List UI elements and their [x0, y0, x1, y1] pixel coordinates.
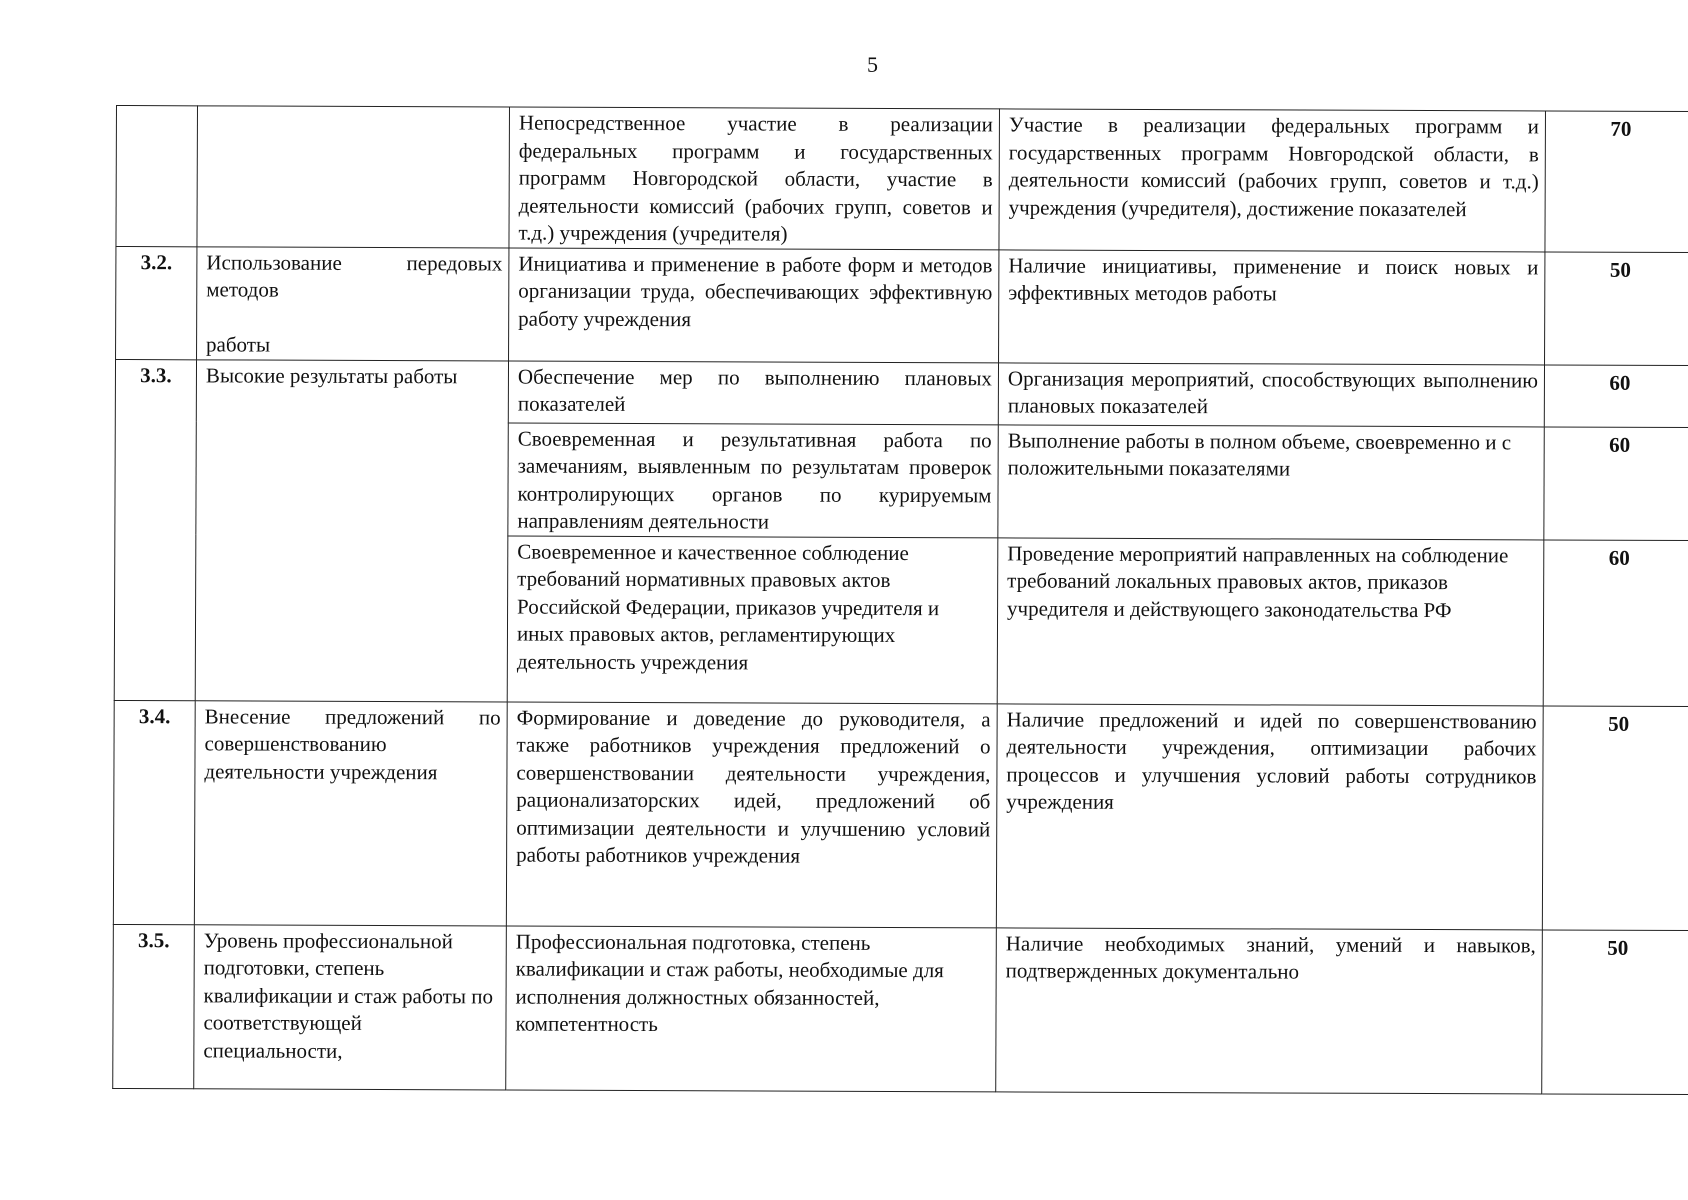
- points-cell: 50: [1542, 705, 1688, 930]
- spacer: [206, 304, 502, 332]
- criterion-name: Внесение предложений по совершенствованию деятельности учреждения: [194, 700, 507, 925]
- description-cell: Проведение мероприятий направленных на соблюдение требований локальных правовых актов, приказов учредителя и действующего законодательства РФ: [997, 537, 1544, 705]
- indicator-cell: Обеспечение мер по выполнению плановых показателей: [508, 361, 998, 425]
- indicator-cell: Профессиональная подготовка, степень квалификации и стаж работы, необходимые для исполнения должностных обязанностей, компетентность: [506, 926, 997, 1092]
- table-row: [113, 700, 1688, 930]
- row-number: 3.5.: [113, 924, 195, 1088]
- points-cell: 60: [1544, 426, 1688, 540]
- table-row: [116, 246, 1688, 365]
- page-number: 5: [867, 52, 878, 77]
- indicator-cell: Инициатива и применение в работе форм и методов организации труда, обеспечивающих эффективную работу учреждения: [509, 248, 999, 363]
- description-cell: Выполнение работы в полном объеме, своевременно и с положительными показателями: [998, 424, 1544, 539]
- criterion-name: [197, 106, 510, 248]
- points-cell: 70: [1545, 111, 1688, 252]
- points-cell: 50: [1542, 929, 1688, 1094]
- table-row: [116, 106, 1688, 253]
- points-cell: 60: [1543, 539, 1688, 706]
- criterion-name: [197, 246, 509, 360]
- row-number: 3.3.: [114, 359, 196, 700]
- indicator-cell: Своевременная и результативная работа по замечаниям, выявленным по результатам проверок контролирующих органов по курируемым направлениям деятельности: [508, 423, 998, 538]
- indicator-cell: Формирование и доведение до руководителя, а также работников учреждения предложений о совершенствовании деятельности учреждения, рационализаторских идей, предложений об оптимизации деятельности и улучшению условий работы работников учреждения: [506, 702, 997, 928]
- points-cell: 50: [1545, 251, 1688, 365]
- indicator-cell: Непосредственное участие в реализации федеральных программ и государственных программ Новгородской области, участие в деятельности комиссий (рабочих групп, советов и т.д.) учреждения (учредителя): [509, 107, 1000, 249]
- description-cell: Наличие необходимых знаний, умений и навыков, подтвержденных документально: [996, 927, 1543, 1093]
- criterion-name-line: Использование передовых методов: [206, 249, 503, 302]
- indicator-cell: Своевременное и качественное соблюдение требований нормативных правовых актов Российской Федерации, приказов учредителя и иных правовых актов, регламентирующих деятельность учреждения: [507, 536, 998, 704]
- description-cell: Организация мероприятий, способствующих выполнению плановых показателей: [998, 362, 1544, 426]
- row-number: [116, 106, 198, 247]
- description-cell: Наличие инициативы, применение и поиск новых и эффективных методов работы: [999, 249, 1545, 364]
- criterion-name-line: работы: [206, 331, 271, 357]
- table-row: [115, 359, 1688, 427]
- table-row: [113, 924, 1688, 1094]
- criterion-name: Высокие результаты работы: [195, 359, 508, 701]
- row-number: 3.2.: [116, 246, 197, 359]
- description-cell: Участие в реализации федеральных программ и государственных программ Новгородской области, в деятельности комиссий (рабочих групп, советов и т.д.) учреждения (учредителя), достижение показателей: [999, 109, 1546, 252]
- row-number: 3.4.: [113, 700, 195, 924]
- criterion-name: Уровень профессиональной подготовки, степень квалификации и стаж работы по соответствующей специальности,: [194, 924, 507, 1089]
- points-cell: 60: [1544, 364, 1688, 427]
- criteria-table: [112, 105, 1688, 1095]
- description-cell: Наличие предложений и идей по совершенствованию деятельности учреждения, оптимизации рабочих процессов и улучшения условий работы сотрудников учреждения: [996, 703, 1543, 929]
